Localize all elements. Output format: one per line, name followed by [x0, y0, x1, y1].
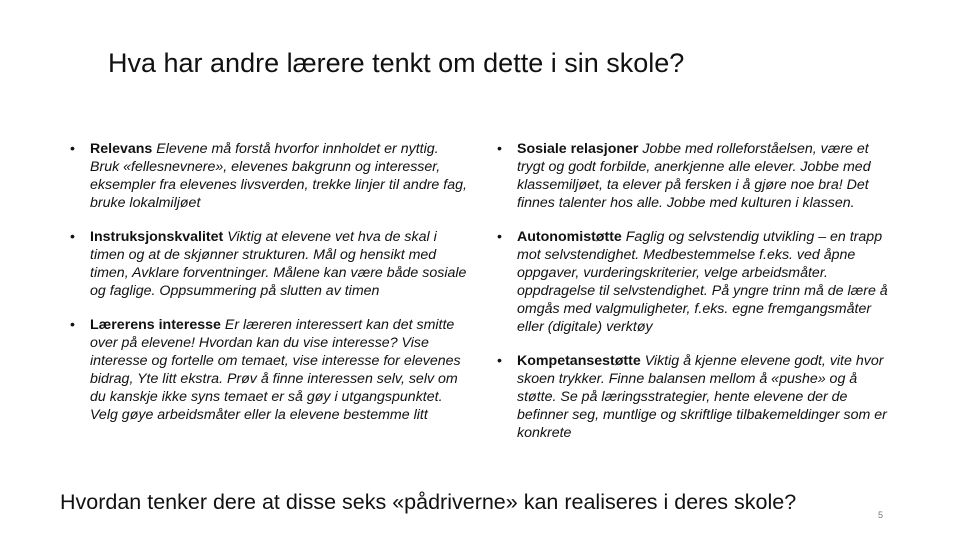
list-item-kompetansestotte	[495, 352, 895, 442]
page-number: 5	[878, 510, 884, 520]
item-heading: Kompetansestøtte	[517, 353, 645, 369]
item-text: Faglig og selvstendig utvikling – en trapp mot selvstendighet. Medbestemmelse f.eks. ved åpne oppgaver, vurderingskriterier, velge arbeidsmåter. oppdragelse til selvstendighet. På yngre trinn må de lære å omgås med valgmuligheter, f.eks. egne fremgangsmåter eller (digitale) verktøy	[517, 229, 888, 335]
bullet-icon: •	[70, 229, 75, 245]
list-item-autonomistotte	[495, 228, 895, 336]
list-item-sosiale-relasjoner	[495, 140, 895, 212]
bullet-icon: •	[497, 141, 502, 157]
list-item-relevans	[68, 140, 468, 212]
item-text: Jobbe med rolleforståelsen, være et trygt og godt forbilde, anerkjenne alle elever. Jobbe med klassemiljøet, ta elever på fersken i å gjøre noe bra! Det finnes talenter hos alle. Jobbe med kulturen i klassen.	[517, 141, 871, 211]
right-bullet-list	[495, 140, 895, 442]
item-text: Viktig å kjenne elevene godt, vite hvor skoen trykker. Finne balansen mellom å «pushe» og å støtte. Se på læringsstrategier, hente elevene der de befinner seg, muntlige og skriftlige tilbakemeldinger som er konkrete	[517, 353, 887, 441]
bullet-icon: •	[497, 229, 502, 245]
item-text: Er læreren interessert kan det smitte over på elevene! Hvordan kan du vise interesse? Vise interesse og fortelle om temaet, vise interesse for elevenes bidrag, Yte litt ekstra. Prøv å finne interessen selv, selv om du kanskje ikke syns temaet er så gøy i utgangspunktet. Velg gøye arbeidsmåter eller la elevene bestemme litt	[90, 317, 461, 423]
item-text: Viktig at elevene vet hva de skal i timen og at de skjønner strukturen. Mål og hensikt med timen, Avklare forventninger. Målene kan være både sosiale og faglige. Oppsummering på slutten av timen	[90, 229, 467, 299]
item-heading: Autonomistøtte	[517, 229, 626, 245]
item-heading: Relevans	[90, 141, 157, 157]
item-text: Elevene må forstå hvorfor innholdet er nyttig. Bruk «fellesnevnere», elevenes bakgrunn og interesser, eksempler fra elevenes livsverden, trekke linjer til andre fag, bruke lokalmiljøet	[90, 141, 467, 211]
list-item-laererens-interesse	[68, 316, 468, 424]
discussion-question: Hvordan tenker dere at disse seks «pådriverne» kan realiseres i deres skole?	[60, 490, 797, 514]
left-column	[68, 140, 468, 440]
item-heading: Sosiale relasjoner	[517, 141, 643, 157]
bullet-icon: •	[70, 317, 75, 333]
list-item-instruksjonskvalitet	[68, 228, 468, 300]
left-bullet-list	[68, 140, 468, 424]
bullet-icon: •	[497, 353, 502, 369]
right-column	[495, 140, 895, 458]
bullet-icon: •	[70, 141, 75, 157]
item-heading: Lærerens interesse	[90, 317, 225, 333]
slide-title: Hva har andre lærere tenkt om dette i sin skole?	[108, 48, 685, 78]
item-heading: Instruksjonskvalitet	[90, 229, 228, 245]
